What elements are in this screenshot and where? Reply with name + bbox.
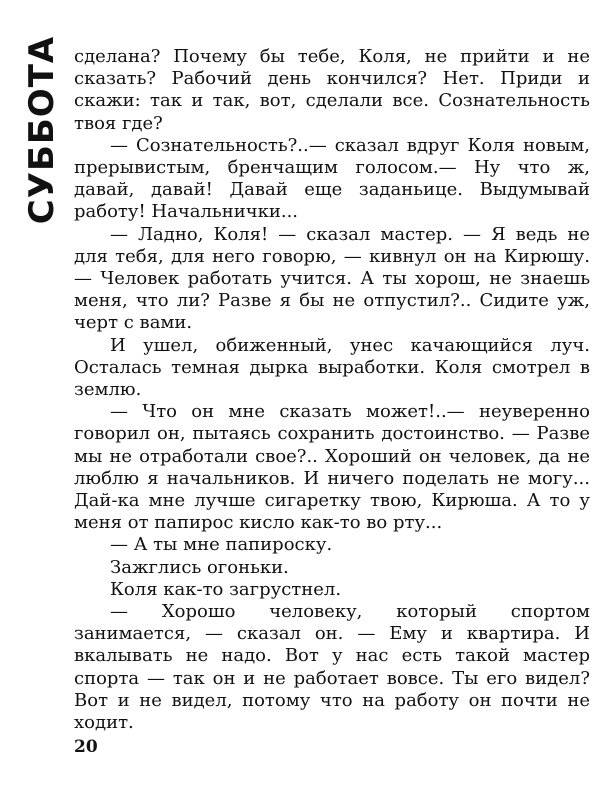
body-text bbox=[74, 46, 590, 734]
chapter-title-text: СУББОТА bbox=[22, 35, 62, 224]
paragraph: сделана? Почему бы тебе, Коля, не прийти и не сказать? Рабочий день кончился? Нет. Приди и скажи: так и так, вот, сделали все. Сознательность твоя где? bbox=[74, 46, 590, 134]
paragraph: Зажглись огоньки. bbox=[110, 556, 289, 578]
chapter-title-vertical bbox=[22, 35, 62, 224]
paragraph: — Ладно, Коля! — сказал мастер. — Я ведь не для тебя, для него говорю, — кивнул он на Кирюшу. — Человек работать учится. А ты хорош, не знаешь меня, что ли? Разве я бы не отпустил?.. Сидите уж, черт с вами. bbox=[74, 223, 590, 334]
paragraph: — Сознательность?..— сказал вдруг Коля новым, прерывистым, бренчащим голосом.— Ну что ж, давай, давай! Давай еще заданьице. Выдумывай работу! Начальнички... bbox=[74, 134, 590, 223]
paragraph: И ушел, обиженный, унес качающийся луч. Осталась темная дырка выработки. Коля смотрел в землю. bbox=[74, 334, 590, 401]
paragraph: — Что он мне сказать может!..— неуверенно говорил он, пытаясь сохранить достоинство. — Разве мы не отработали свое?.. Хороший он человек, да не люблю я начальников. И ничего поделать не могу... Дай-ка мне лучше сигаретку твою, Кирюша. А то у меня от папирос кисло как-то во рту... bbox=[74, 401, 590, 534]
paragraph: — Хорошо человеку, который спортом занимается, — сказал он. — Ему и квартира. И вкалывать не надо. Вот у нас есть такой мастер спорта — так он и не работает вовсе. Ты его видел? Вот и не видел, потому что на работу он почти не ходит. bbox=[74, 601, 590, 734]
paragraph: — А ты мне папироску. bbox=[110, 534, 333, 556]
paragraph: Коля как-то загрустнел. bbox=[110, 578, 342, 600]
page-number: 20 bbox=[74, 737, 98, 757]
